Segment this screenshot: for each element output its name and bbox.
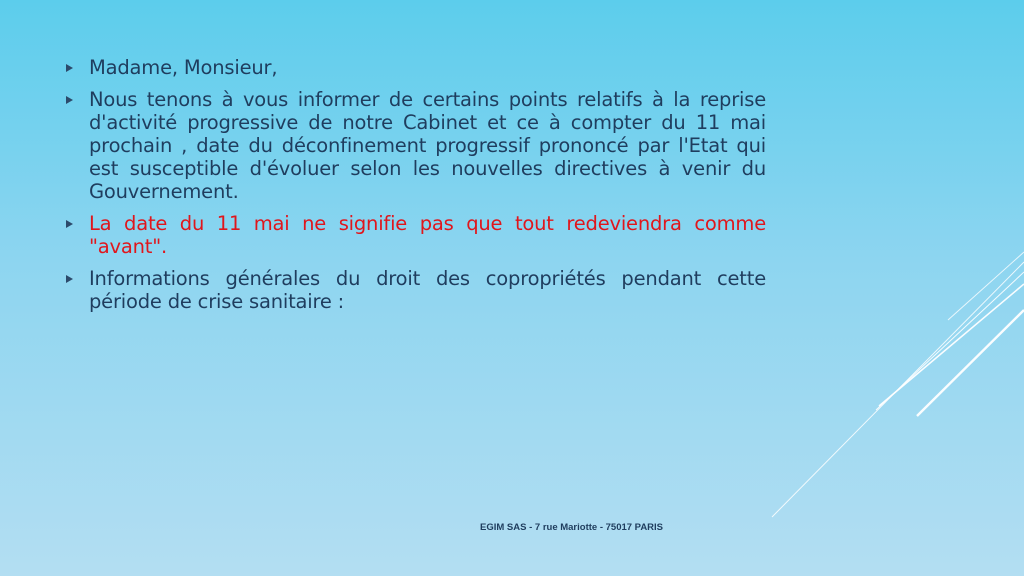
bullet-list xyxy=(66,56,766,313)
bullet-item-announcement xyxy=(66,88,766,203)
bullet-arrow-icon xyxy=(66,275,73,283)
bullet-item-information xyxy=(66,267,766,313)
bullet-text: Nous tenons à vous informer de certains points relatifs à la reprise d'activité progressive de notre Cabinet et ce à compter du 11 mai prochain , date du déconfinement progressif prononcé par l'Etat qui est susceptible d'évoluer selon les nouvelles directives à venir du Gouvernement. xyxy=(89,88,766,203)
bullet-arrow-icon xyxy=(66,220,73,228)
decor-line xyxy=(876,272,1024,410)
decor-line xyxy=(772,262,1024,517)
bullet-arrow-icon xyxy=(66,96,73,104)
bullet-text: Madame, Monsieur, xyxy=(89,56,278,79)
decor-line xyxy=(879,284,1024,406)
footer-address: EGIM SAS - 7 rue Mariotte - 75017 PARIS xyxy=(480,522,664,533)
bullet-item-greeting xyxy=(66,56,766,79)
decor-line xyxy=(948,252,1024,320)
slide-content xyxy=(66,56,766,322)
bullet-text: Informations générales du droit des copropriétés pendant cette période de crise sanitaire : xyxy=(89,267,766,313)
bullet-text: La date du 11 mai ne signifie pas que tout redeviendra comme "avant". xyxy=(89,212,766,258)
decor-line xyxy=(917,310,1024,416)
bullet-item-warning xyxy=(66,212,766,258)
bullet-arrow-icon xyxy=(66,64,73,72)
